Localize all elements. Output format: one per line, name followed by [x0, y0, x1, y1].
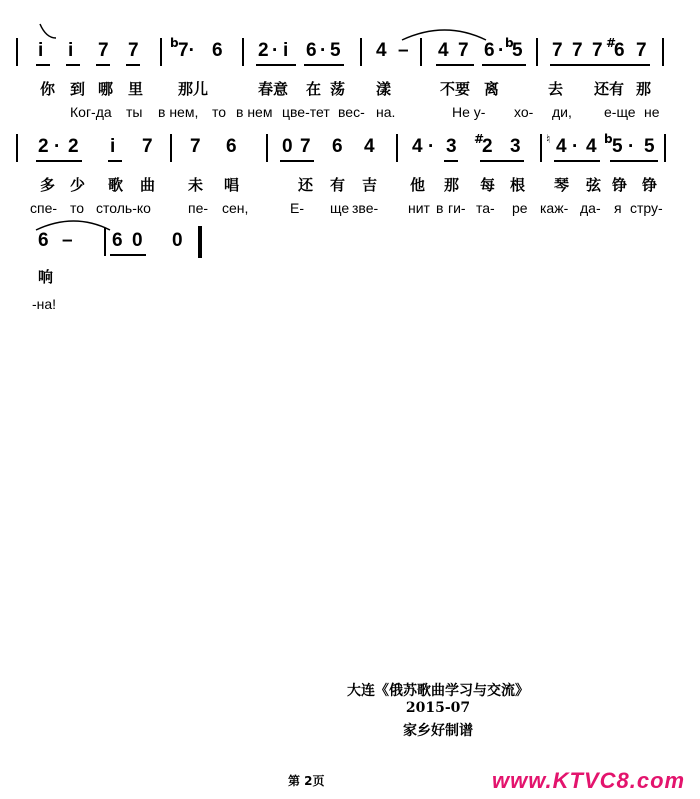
note: 6 — [484, 40, 495, 61]
note: i — [68, 40, 74, 61]
lyric-ru: каж- — [540, 200, 569, 216]
lyric-ru: я — [614, 200, 622, 216]
note: 6 — [112, 230, 123, 251]
dot: · — [272, 40, 279, 61]
note: 2 — [258, 40, 269, 61]
note: 6 — [226, 136, 237, 157]
note: 0 — [172, 230, 183, 251]
lyric-cn: 那儿 — [178, 80, 209, 98]
note: 3 — [510, 136, 521, 157]
note: 6 — [38, 230, 49, 251]
note: 2 — [38, 136, 49, 157]
flat-sign: b — [505, 36, 514, 50]
note: 7 — [128, 40, 139, 61]
note: 7 — [458, 40, 469, 61]
note: 4 — [556, 136, 567, 157]
note: 7 — [636, 40, 647, 61]
site-watermark: www.KTVC8.com — [492, 768, 686, 793]
note: 7 — [98, 40, 109, 61]
lyric-ru: на. — [376, 104, 396, 120]
lyric-cn: 你 — [40, 80, 56, 98]
note: 7 — [572, 40, 583, 61]
lyric-cn: 吉 — [362, 176, 378, 194]
sharp-sign: # — [606, 36, 617, 50]
lyric-cn: 荡 — [330, 80, 346, 98]
note: 0 — [282, 136, 293, 157]
natural-sign: ♮ — [546, 132, 551, 146]
lyric-ru: хо- — [514, 104, 534, 120]
lyric-ru: не — [644, 104, 660, 120]
credits-title: 大连《俄苏歌曲学习与交流》 — [347, 683, 529, 699]
flat-sign: b — [604, 132, 613, 146]
note: 4 — [586, 136, 597, 157]
sharp-sign: # — [474, 132, 485, 146]
lyric-cn: 那 — [444, 176, 460, 194]
note: i — [283, 40, 289, 61]
note: 5 — [612, 136, 623, 157]
note: 7 — [142, 136, 153, 157]
lyric-cn: 有 — [330, 176, 346, 194]
slur — [38, 22, 58, 42]
lyric-cn: 还有 — [594, 80, 625, 98]
lyric-ru: спе- — [30, 200, 58, 216]
lyric-ru: в — [436, 200, 444, 216]
lyric-ru: ди, — [552, 104, 572, 120]
note: 3 — [446, 136, 457, 157]
lyric-ru: в нем — [236, 104, 273, 120]
lyric-cn: 漾 — [376, 80, 392, 98]
lyric-cn: 琴 — [554, 176, 570, 194]
lyric-cn: 曲 — [140, 176, 156, 194]
note: 4 — [364, 136, 375, 157]
note: 2 — [482, 136, 493, 157]
note: 7 — [190, 136, 201, 157]
lyric-ru: столь-ко — [96, 200, 151, 216]
note: i — [38, 40, 44, 61]
note: i — [110, 136, 116, 157]
dot: · — [498, 40, 505, 61]
lyric-ru: нит — [408, 200, 430, 216]
lyric-cn: 多 — [40, 176, 56, 194]
note: 4 — [438, 40, 449, 61]
lyric-ru: цве-тет — [282, 104, 330, 120]
dot: · — [320, 40, 327, 61]
dot: · — [54, 136, 61, 157]
note: 7· — [178, 40, 195, 61]
note: 7 — [552, 40, 563, 61]
dot: · — [628, 136, 635, 157]
note: 5 — [330, 40, 341, 61]
lyric-cn: 响 — [38, 268, 54, 286]
lyric-ru: ги- — [448, 200, 466, 216]
note: 6 — [212, 40, 223, 61]
lyric-ru: пе- — [188, 200, 209, 216]
slur — [400, 22, 490, 42]
dot: · — [572, 136, 579, 157]
note: 4 — [376, 40, 387, 61]
lyric-ru: зве- — [352, 200, 379, 216]
lyric-cn: 还 — [298, 176, 314, 194]
note: 7 — [300, 136, 311, 157]
note: 4 — [412, 136, 423, 157]
lyric-cn: 到 — [70, 80, 86, 98]
lyric-cn: 里 — [128, 80, 144, 98]
lyric-ru: то — [212, 104, 227, 120]
note: 6 — [306, 40, 317, 61]
lyric-cn: 每 — [480, 176, 496, 194]
lyric-cn: 根 — [510, 176, 526, 194]
lyric-ru: Не у- — [452, 104, 486, 120]
flat-sign: b — [170, 36, 179, 50]
lyric-cn: 铮 — [642, 176, 658, 194]
lyric-cn: 春意 — [258, 80, 289, 98]
credits-author: 家乡好制谱 — [403, 723, 473, 739]
dash: – — [62, 230, 73, 251]
lyric-cn: 不要 — [440, 80, 471, 98]
note: 7 — [592, 40, 603, 61]
lyric-cn: 少 — [70, 176, 86, 194]
lyric-cn: 歌 — [108, 176, 124, 194]
lyric-ru: в нем, — [158, 104, 199, 120]
lyric-cn: 未 — [188, 176, 204, 194]
credits-date: 2015-07 — [405, 700, 471, 716]
lyric-ru: ты — [126, 104, 143, 120]
lyric-ru: вес- — [338, 104, 365, 120]
lyric-cn: 弦 — [586, 176, 602, 194]
page-number: 第 2页 — [288, 774, 325, 788]
dash: – — [398, 40, 409, 61]
lyric-ru: Ког-да — [70, 104, 112, 120]
lyric-cn: 唱 — [224, 176, 240, 194]
lyric-cn: 他 — [410, 176, 426, 194]
lyric-ru: е-ще — [604, 104, 636, 120]
lyric-cn: 哪 — [98, 80, 114, 98]
lyric-ru: та- — [476, 200, 495, 216]
note: 0 — [132, 230, 143, 251]
lyric-ru: ре — [512, 200, 528, 216]
lyric-ru: то — [70, 200, 85, 216]
lyric-cn: 离 — [484, 80, 500, 98]
lyric-ru: да- — [580, 200, 601, 216]
lyric-cn: 去 — [548, 80, 564, 98]
dot: · — [428, 136, 435, 157]
lyric-ru: -на! — [32, 296, 57, 312]
lyric-ru: ще — [330, 200, 350, 216]
lyric-cn: 那 — [636, 80, 652, 98]
lyric-ru: сен, — [222, 200, 249, 216]
note: 6 — [614, 40, 625, 61]
note: 5 — [512, 40, 523, 61]
lyric-cn: 在 — [306, 80, 322, 98]
note: 2 — [68, 136, 79, 157]
note: 5 — [644, 136, 655, 157]
note: 6 — [332, 136, 343, 157]
lyric-ru: Е- — [290, 200, 304, 216]
lyric-cn: 铮 — [612, 176, 628, 194]
lyric-ru: стру- — [630, 200, 663, 216]
